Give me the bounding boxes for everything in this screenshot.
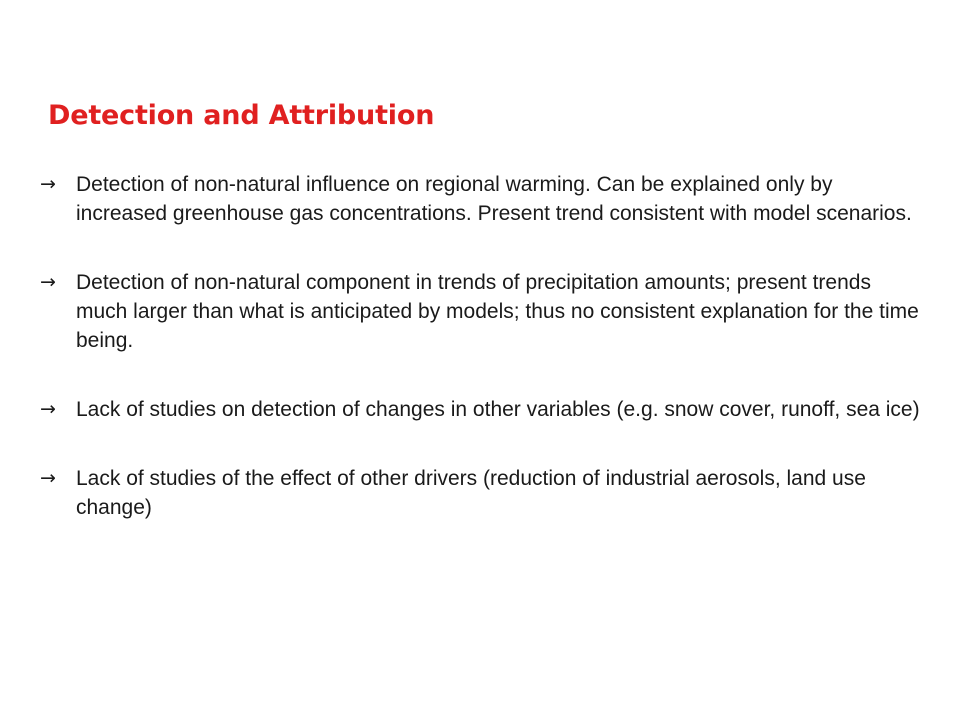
bullet-text: Lack of studies on detection of changes in other variables (e.g. snow cover, runoff, sea ice)	[76, 398, 920, 421]
bullet-list	[40, 170, 920, 562]
bullet-item	[40, 268, 920, 355]
bullet-text: Detection of non-natural component in trends of precipitation amounts; present trends much larger than what is anticipated by models; thus no consistent explanation for the time being.	[76, 271, 919, 352]
slide-title: Detection and Attribution	[48, 100, 435, 131]
right-arrow-icon: →	[40, 467, 56, 489]
bullet-item	[40, 395, 920, 424]
bullet-text: Lack of studies of the effect of other drivers (reduction of industrial aerosols, land use change)	[76, 467, 866, 519]
bullet-item	[40, 464, 920, 522]
right-arrow-icon: →	[40, 398, 56, 420]
bullet-item	[40, 170, 920, 228]
right-arrow-icon: →	[40, 173, 56, 195]
right-arrow-icon: →	[40, 271, 56, 293]
bullet-text: Detection of non-natural influence on regional warming. Can be explained only by increased greenhouse gas concentrations. Present trend consistent with model scenarios.	[76, 173, 912, 225]
